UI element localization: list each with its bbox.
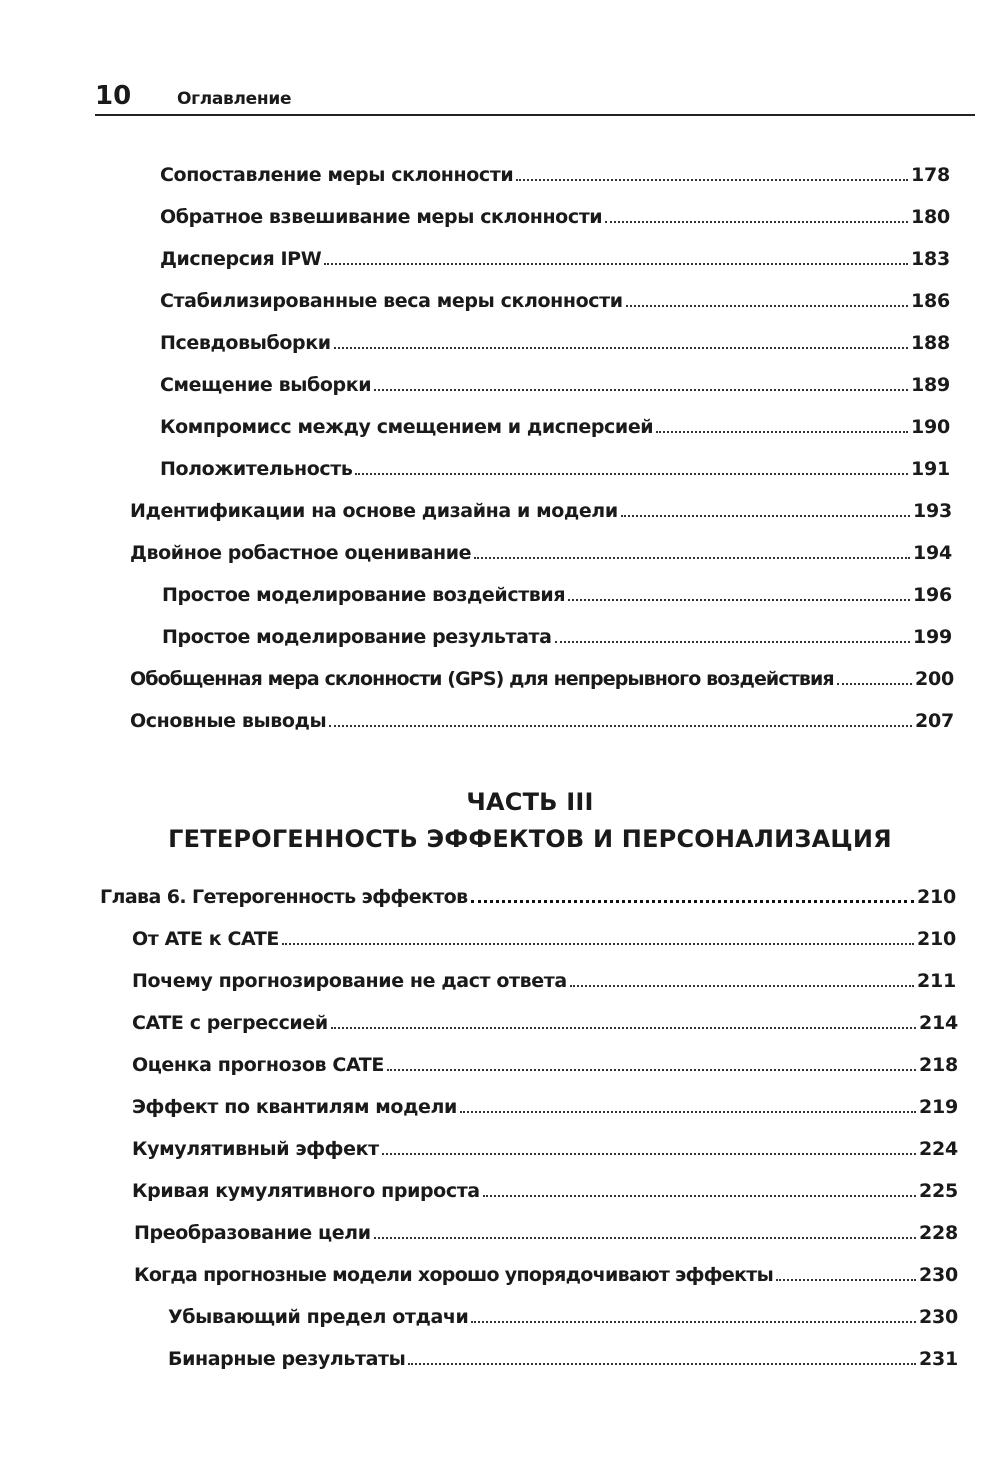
running-header [95,82,975,116]
dot-leader [471,1321,916,1323]
toc-entry-title: Простое моделирование результата [162,626,552,648]
toc-entry-page: 230 [918,1264,958,1286]
toc-entry-title: Простое моделирование воздействия [162,584,566,606]
toc-entry [168,1346,958,1372]
toc-entry [162,582,952,608]
dot-leader [374,389,908,391]
toc-entry-page: 180 [910,206,950,228]
dot-leader [329,725,912,727]
toc-entry-page: 224 [918,1138,958,1160]
dot-leader [374,1237,916,1239]
toc-entry-page: 214 [918,1012,958,1034]
toc-entry-title: Положительность [160,458,353,480]
toc-entry-title: Основные выводы [130,710,327,732]
toc-entry-title: Псевдовыборки [160,332,331,354]
toc-entry-page: 225 [918,1180,958,1202]
toc-entry [130,540,952,566]
toc-entry-page: 188 [910,332,950,354]
toc-entry-title: Двойное робастное оценивание [130,542,472,564]
toc-entry [132,926,956,952]
toc-entry-page: 228 [918,1222,958,1244]
dot-leader [408,1363,916,1365]
dot-leader [516,179,908,181]
toc-entry-page: 200 [914,668,954,690]
toc-entry-title: Почему прогнозирование не даст ответа [132,970,567,992]
toc-entry-title: Дисперсия IPW [160,248,322,270]
dot-leader [568,599,910,601]
toc-entry-title: Кумулятивный эффект [132,1138,379,1160]
section-title: Оглавление [177,89,292,109]
toc-entry-page: 210 [916,928,956,950]
toc-entry [132,1136,958,1162]
toc-entry-title: CATE с регрессией [132,1012,328,1034]
toc-entry [132,968,956,994]
dot-leader [324,263,908,265]
toc-entry-page: 183 [910,248,950,270]
toc-entry-page: 186 [910,290,950,312]
toc-entry-page: 207 [914,710,954,732]
toc-entry-title: Эффект по квантилям модели [132,1096,457,1118]
dot-leader [570,985,914,987]
toc-entry [160,372,950,398]
toc-entry [132,1010,958,1036]
toc-entry [134,1262,958,1288]
toc-entry [160,288,950,314]
dot-leader [483,1195,916,1197]
part-label: ЧАСТЬ III [466,788,594,816]
toc-entry-title: Обобщенная мера склонности (GPS) для непрерывного воздействия [130,668,834,690]
dot-leader [460,1111,916,1113]
dot-leader [605,221,908,223]
toc-entry [160,204,950,230]
dot-leader [555,641,910,643]
toc-entry-page: 189 [910,374,950,396]
dot-leader [355,473,907,475]
toc-entry-page: 199 [912,626,952,648]
toc-entry [132,1178,958,1204]
toc-entry [130,498,952,524]
page-number: 10 [95,81,132,111]
toc-entry-title: Бинарные результаты [168,1348,406,1370]
dot-leader [776,1279,916,1281]
toc-entry [162,624,952,650]
toc-entry-page: 191 [910,458,950,480]
chapter-entry [100,884,956,910]
toc-entry [130,708,954,734]
toc-entry-title: Идентификации на основе дизайна и модели [130,500,618,522]
toc-entry-page: 190 [910,416,950,438]
toc-entry [160,456,950,482]
toc-entry-page: 196 [912,584,952,606]
toc-entry-title: Убывающий предел отдачи [168,1306,469,1328]
dot-leader [387,1069,916,1071]
toc-entry-page: 211 [916,970,956,992]
toc-entry-page: 178 [910,164,950,186]
dot-leader [331,1027,916,1029]
toc-entry [132,1094,958,1120]
toc-entry-title: Смещение выборки [160,374,372,396]
toc-entry-page: 230 [918,1306,958,1328]
part-title: ГЕТЕРОГЕННОСТЬ ЭФФЕКТОВ И ПЕРСОНАЛИЗАЦИЯ [168,825,892,853]
dot-leader [656,431,908,433]
chapter-page: 210 [916,886,956,908]
toc-entry-page: 194 [912,542,952,564]
toc-entry [134,1220,958,1246]
dot-leader [837,683,912,685]
dot-leader [621,515,910,517]
dot-leader [474,557,910,559]
dot-leader [282,943,914,945]
toc-entry-title: Преобразование цели [134,1222,371,1244]
dot-leader [626,305,908,307]
toc-entry [130,666,954,692]
toc-entry-page: 193 [912,500,952,522]
toc-entry-title: Компромисс между смещением и дисперсией [160,416,654,438]
toc-entry-title: Стабилизированные веса меры склонности [160,290,623,312]
toc-entry [160,162,950,188]
toc-entry-title: Когда прогнозные модели хорошо упорядочивают эффекты [134,1264,774,1286]
toc-entry-title: Оценка прогнозов CATE [132,1054,384,1076]
toc-entry-page: 231 [918,1348,958,1370]
toc-entry [160,414,950,440]
toc-entry [160,330,950,356]
toc-entry [132,1052,958,1078]
chapter-title: Глава 6. Гетерогенность эффектов [100,886,468,908]
dot-leader [471,900,914,903]
toc-entry [168,1304,958,1330]
toc-entry-page: 219 [918,1096,958,1118]
dot-leader [382,1153,916,1155]
toc-entry-title: Сопоставление меры склонности [160,164,514,186]
toc-entry [160,246,950,272]
toc-entry-page: 218 [918,1054,958,1076]
toc-entry-title: От ATE к CATE [132,928,279,950]
toc-entry-title: Обратное взвешивание меры склонности [160,206,603,228]
dot-leader [334,347,908,349]
toc-entry-title: Кривая кумулятивного прироста [132,1180,480,1202]
